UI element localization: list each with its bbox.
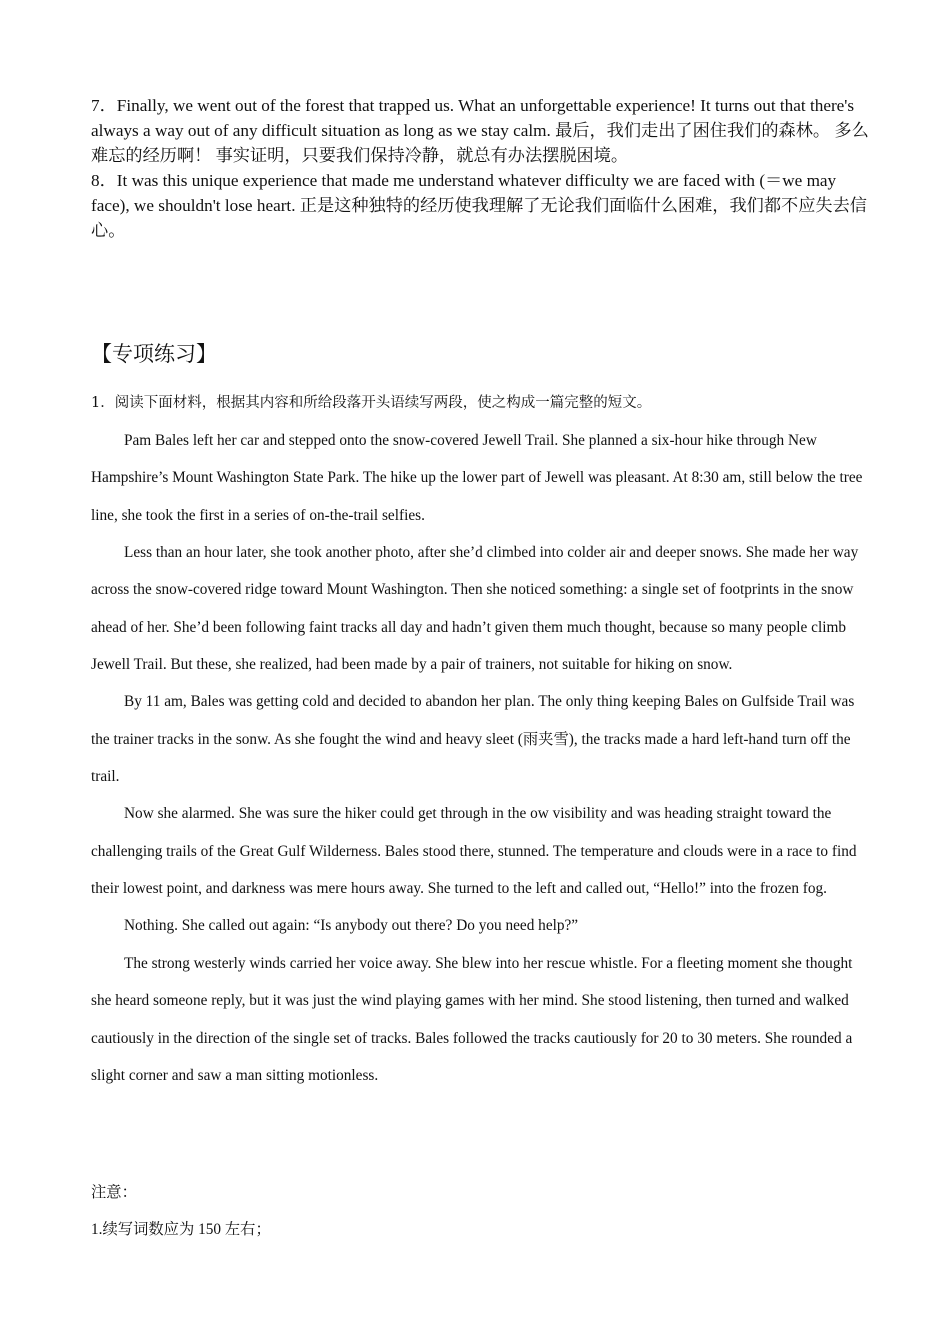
passage-paragraph: Less than an hour later, she took another photo, after she’d climbed into colder air and deeper snows. She made her way across the snow-covered ridge toward Mount Washington. Then she noticed something: a single set of footprints in the snow ahead of her. She’d been following faint tracks all day and hadn’t given them much thought, because so many people climb Jewell Trail. But these, she realized, had been made by a pair of trainers, not suitable for hiking on snow. bbox=[91, 544, 859, 674]
reading-passage bbox=[91, 422, 871, 1094]
section-heading: 【专项练习】 bbox=[91, 342, 217, 366]
exercise-instruction: 1．阅读下面材料，根据其内容和所给段落开头语续写两段，使之构成一篇完整的短文。 bbox=[91, 395, 652, 411]
passage-paragraph: Now she alarmed. She was sure the hiker could get through in the ow visibility and was heading straight toward the challenging trails of the Great Gulf Wilderness. Bales stood there, stunned. The temperature and clouds were in a race to find their lowest point, and darkness was mere hours away. She turned to the left and called out, “Hello!” into the frozen fog. bbox=[91, 805, 857, 898]
passage-paragraph: Nothing. She called out again: “Is anybody out there? Do you need help?” bbox=[124, 917, 579, 935]
example-item-8: 8．It was this unique experience that made me understand whatever difficulty we are faced with (＝we may face), we shouldn't lose heart. 正是这种独特的经历使我理解了无论我们面临什么困难，我们都不应失去信心。 bbox=[91, 171, 867, 240]
passage-paragraph: By 11 am, Bales was getting cold and decided to abandon her plan. The only thing keeping Bales on Gulfside Trail was the trainer tracks in the sonw. As she fought the wind and heavy sleet (雨夹雪), the tracks made a hard left-hand turn off the trail. bbox=[91, 693, 855, 786]
notes-section bbox=[91, 1174, 271, 1248]
example-item-7: 7．Finally, we went out of the forest that trapped us. What an unforgettable experience! It turns out that there's always a way out of any difficult situation as long as we stay calm. 最后，我们走出了困住我们的森林。 多么难忘的经历啊！ 事实证明，只要我们保持冷静，就总有办法摆脱困境。 bbox=[91, 96, 869, 165]
notes-item: 1.续写词数应为 150 左右； bbox=[91, 1221, 271, 1238]
passage-paragraph: Pam Bales left her car and stepped onto the snow-covered Jewell Trail. She planned a six-hour hike through New Hampshire’s Mount Washington State Park. The hike up the lower part of Jewell was pleasant. At 8:30 am, still below the tree line, she took the first in a series of on-the-trail selfies. bbox=[91, 432, 863, 524]
translation-examples bbox=[91, 93, 877, 243]
notes-label: 注意： bbox=[91, 1184, 137, 1201]
passage-paragraph: The strong westerly winds carried her voice away. She blew into her rescue whistle. For a fleeting moment she thought she heard someone reply, but it was just the wind playing games with her mind. She stood listening, then turned and walked cautiously in the direction of the single set of tracks. Bales followed the tracks cautiously for 20 to 30 meters. She rounded a slight corner and saw a man sitting motionless. bbox=[91, 954, 853, 1084]
